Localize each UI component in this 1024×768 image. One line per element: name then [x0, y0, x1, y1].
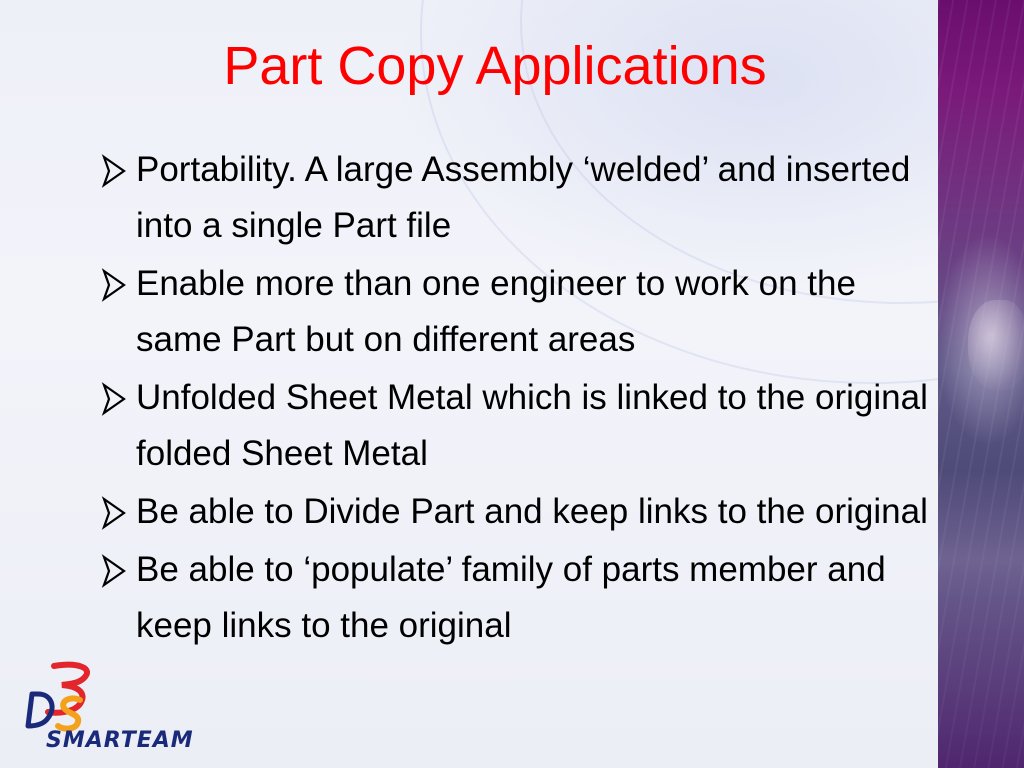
- bullet-text: Unfolded Sheet Metal which is linked to the original folded Sheet Metal: [136, 378, 928, 473]
- arrow-bullet-icon: [98, 256, 132, 312]
- bullet-item: [98, 256, 940, 368]
- arrow-bullet-icon: [98, 542, 132, 598]
- bullet-text: Portability. A large Assembly ‘welded’ and inserted into a single Part file: [136, 150, 911, 245]
- arrow-bullet-icon: [98, 484, 132, 540]
- arrow-bullet-icon: [98, 142, 132, 198]
- bullet-item: [98, 484, 940, 540]
- bullet-text: Enable more than one engineer to work on the same Part but on different areas: [136, 264, 856, 359]
- bullet-item: [98, 142, 940, 254]
- arrow-bullet-icon: [98, 370, 132, 426]
- slide-title: Part Copy Applications: [223, 36, 767, 96]
- bullet-item: [98, 370, 940, 482]
- logo-wordmark: SMARTEAM: [46, 728, 194, 753]
- bullet-list: [98, 142, 940, 656]
- side-photo-strip: [938, 0, 1024, 768]
- bullet-item: [98, 542, 940, 654]
- bullet-text: Be able to Divide Part and keep links to the original: [136, 492, 928, 531]
- bullet-text: Be able to ‘populate’ family of parts member and keep links to the original: [136, 550, 886, 645]
